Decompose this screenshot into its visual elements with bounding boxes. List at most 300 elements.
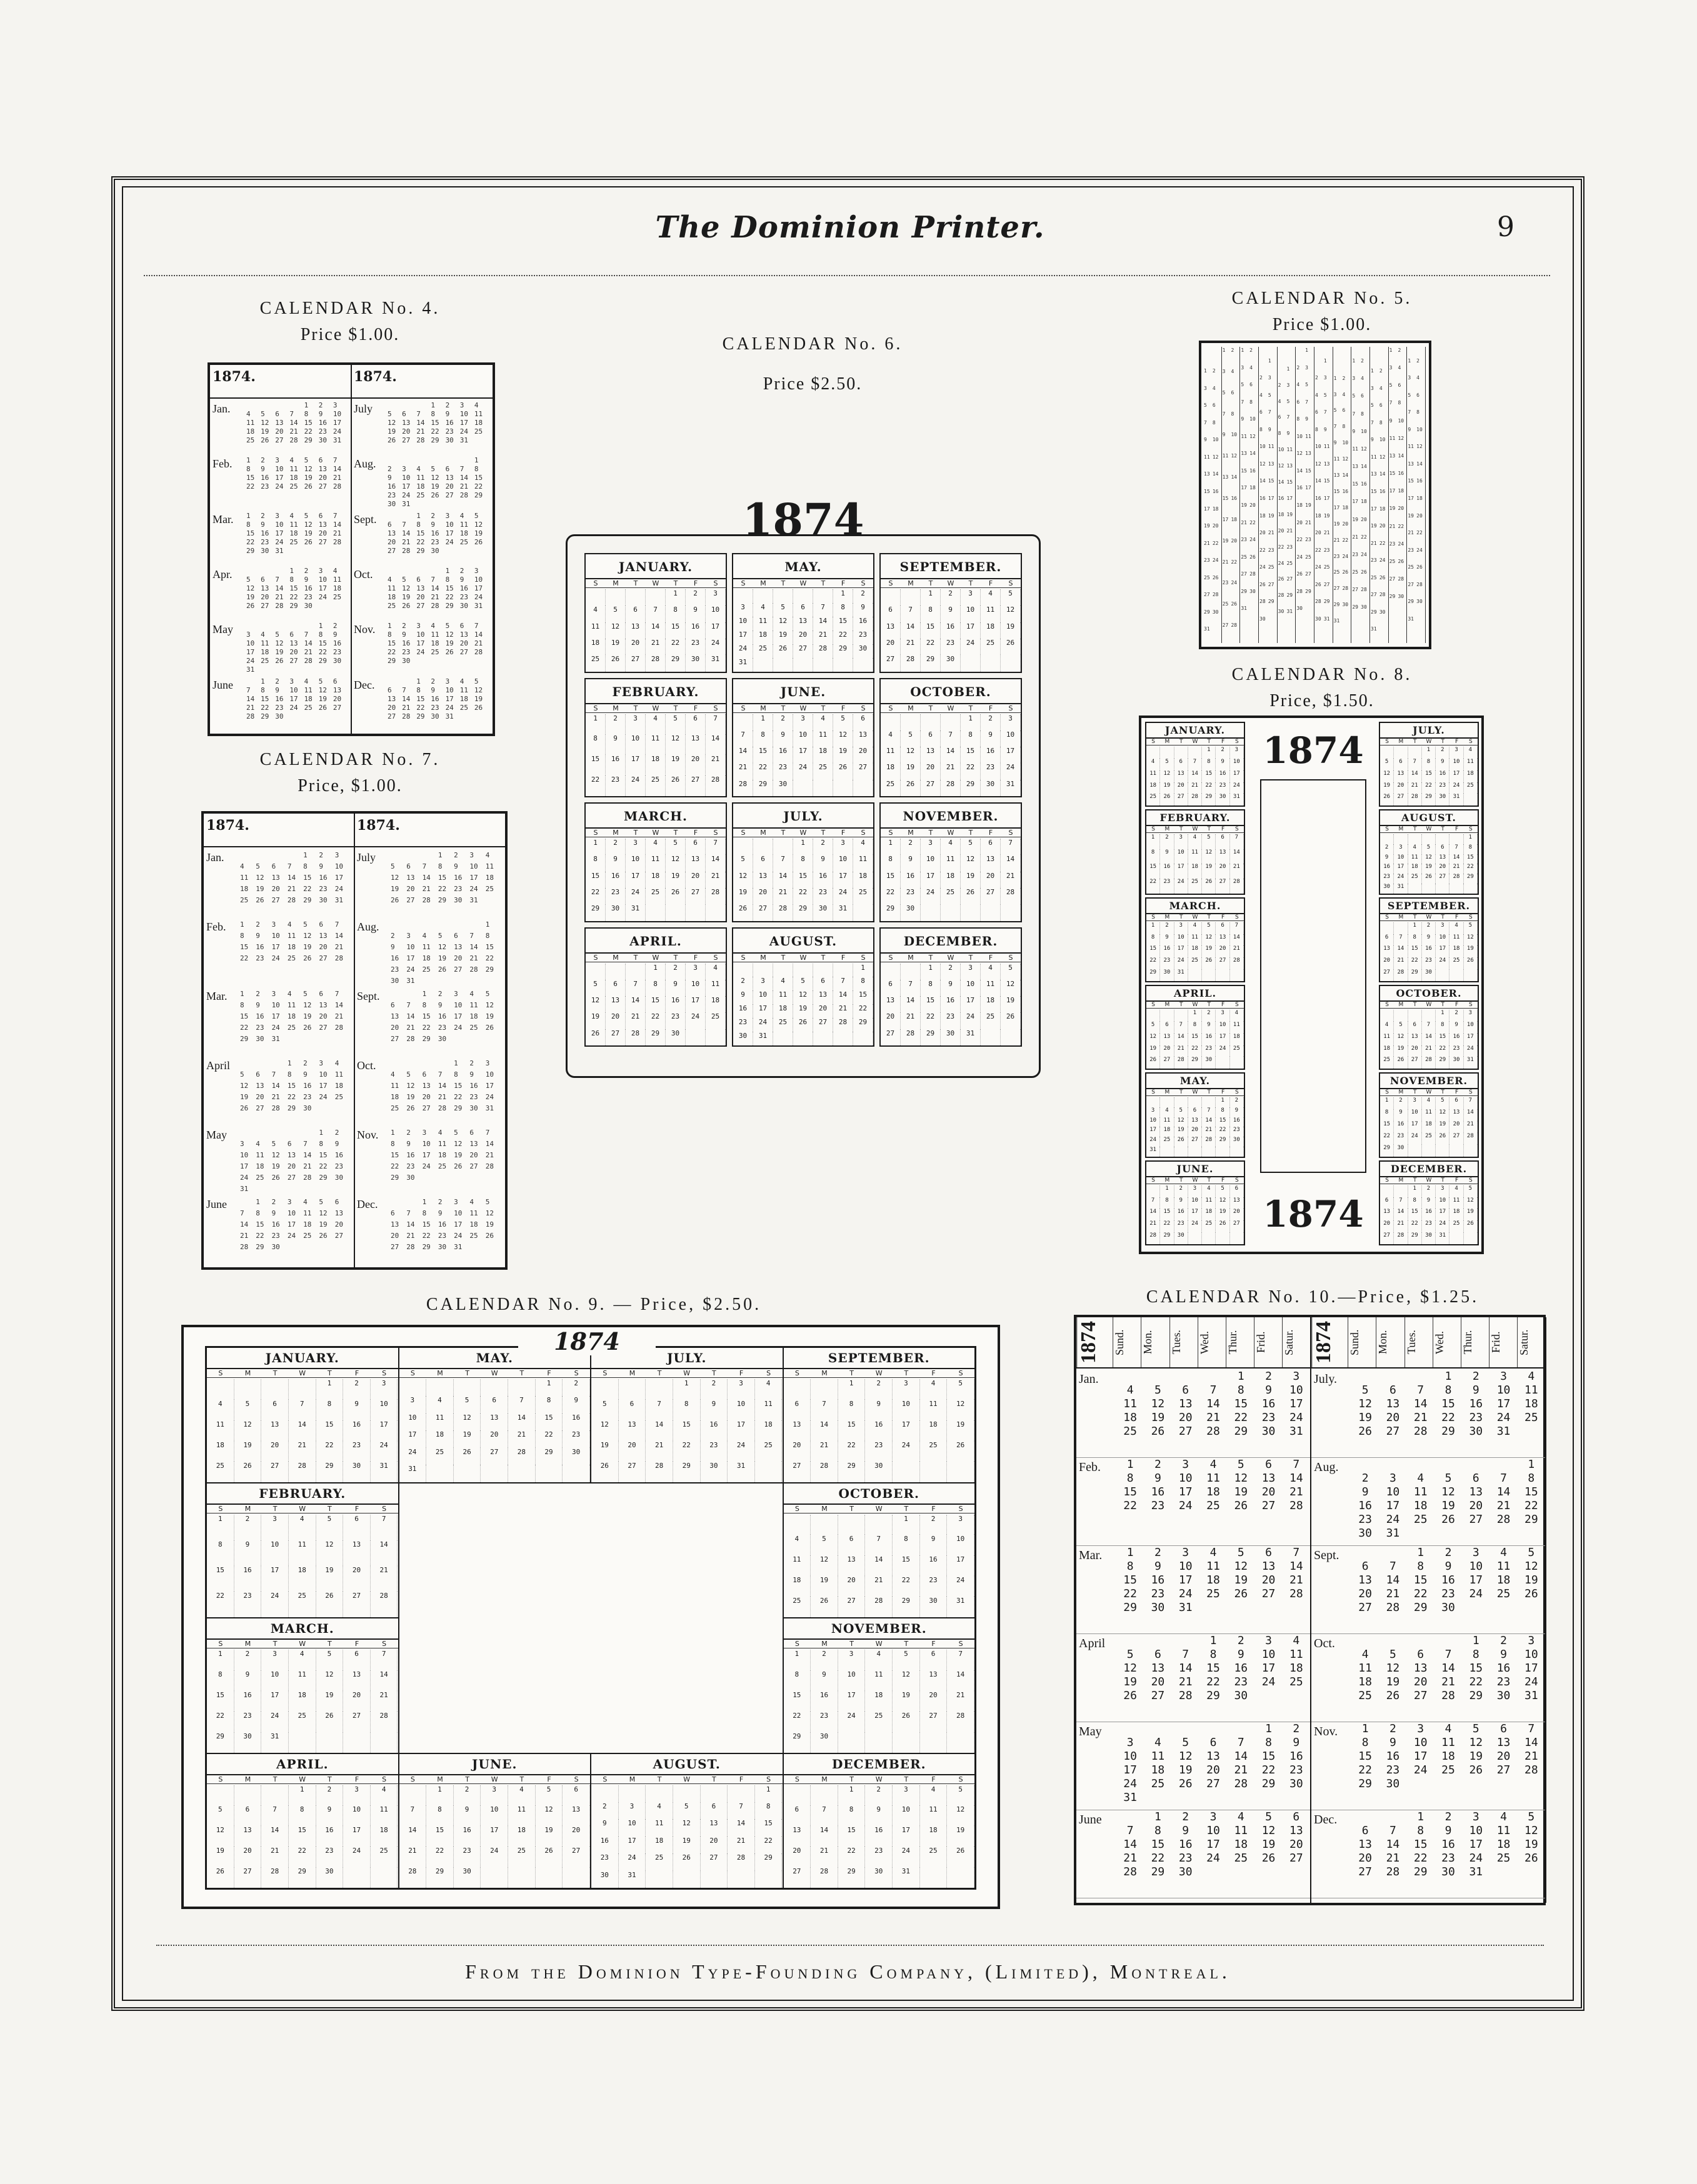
day-number <box>1422 834 1436 844</box>
day-number: 13 <box>838 1555 866 1576</box>
day-number: 31 <box>1333 618 1340 624</box>
day-number: 28 <box>1234 1777 1248 1790</box>
day-number: 9 <box>1422 934 1436 946</box>
day-number <box>881 964 901 980</box>
day-number: 1 <box>1408 357 1411 364</box>
day-number: 6 <box>1212 402 1216 409</box>
day-number: 25 <box>469 1024 478 1032</box>
day-number: 3 <box>1408 1097 1422 1109</box>
day-number: 10 <box>1261 1648 1276 1661</box>
day-number: 7 <box>1323 409 1327 416</box>
calendar-8-month-3 <box>1145 897 1245 982</box>
day-number: 14 <box>275 584 284 592</box>
day-number: 16 <box>303 1082 312 1090</box>
day-number: 16 <box>1315 495 1321 501</box>
day-number: 28 <box>706 775 726 796</box>
day-number: 30 <box>271 1243 280 1251</box>
day-number: 2 <box>343 1379 371 1400</box>
calendar-7-day-grid <box>391 1058 501 1114</box>
day-number: 11 <box>1333 456 1340 462</box>
calendar-6-month-12 <box>879 927 1022 1047</box>
day-number: 20 <box>1358 1587 1372 1600</box>
calendar-10-month-label: Sept. <box>1314 1548 1339 1562</box>
day-number: 8 <box>388 631 392 639</box>
day-number: 25 <box>755 1441 783 1462</box>
day-number: 6 <box>881 980 901 996</box>
day-number: 5 <box>1222 389 1226 396</box>
day-number: 4 <box>287 990 292 998</box>
day-number: 21 <box>901 1012 921 1029</box>
day-number: 12 <box>733 872 753 888</box>
day-number: 20 <box>686 755 706 775</box>
day-number: 21 <box>1202 1127 1216 1137</box>
day-number: 25 <box>289 1712 316 1732</box>
day-number: 19 <box>1151 1411 1165 1424</box>
day-number <box>486 975 501 987</box>
day-number <box>319 666 333 674</box>
weekday-letter: S <box>766 1775 771 1783</box>
day-number: 1 <box>426 1785 454 1806</box>
calendar-10-weekday: Sund. <box>1113 1317 1141 1367</box>
day-number: 31 <box>753 1032 773 1045</box>
day-number: 4 <box>1160 1107 1174 1117</box>
day-number <box>591 1379 619 1400</box>
day-number: 15 <box>1261 1750 1276 1763</box>
day-number: 11 <box>287 932 296 940</box>
day-number: 18 <box>1464 770 1478 782</box>
day-number: 28 <box>334 954 343 962</box>
day-number: 10 <box>833 855 853 871</box>
day-number: 5 <box>1389 1648 1396 1661</box>
weekday-letter: W <box>491 1775 498 1783</box>
day-number: 17 <box>1449 770 1463 782</box>
day-number: 22 <box>1408 1220 1422 1232</box>
day-number: 5 <box>1361 1384 1369 1397</box>
calendar-6-caption <box>688 334 938 394</box>
day-number: 19 <box>1386 1675 1400 1688</box>
day-number: 24 <box>334 885 343 893</box>
day-number: 26 <box>316 1712 344 1732</box>
day-number: 17 <box>1268 495 1274 501</box>
day-number: 4 <box>865 1650 893 1670</box>
day-number: 4 <box>1188 922 1202 934</box>
day-number: 7 <box>508 1396 536 1413</box>
day-number: 9 <box>402 631 406 639</box>
day-number: 16 <box>1358 1499 1372 1512</box>
day-number: 20 <box>1386 1411 1400 1424</box>
day-number: 27 <box>333 703 342 712</box>
weekday-letter: T <box>673 953 678 962</box>
day-number: 10 <box>1174 934 1188 946</box>
day-number <box>438 975 454 987</box>
weekday-letter: S <box>1468 739 1473 745</box>
day-number <box>733 589 753 603</box>
day-number: 24 <box>1178 1499 1193 1512</box>
weekday-letter: M <box>244 1640 251 1648</box>
calendar-10-month-label: Aug. <box>1314 1460 1339 1474</box>
day-number: 28 <box>304 657 313 666</box>
day-number: 6 <box>619 1400 646 1420</box>
day-number: 13 <box>1222 474 1229 481</box>
day-number: 24 <box>1394 874 1408 884</box>
day-number: 27 <box>813 1018 833 1032</box>
day-number: 6 <box>1417 1648 1424 1661</box>
day-number: 6 <box>343 1515 371 1540</box>
day-number: 13 <box>271 874 280 882</box>
day-number: 26 <box>316 1592 344 1617</box>
weekday-letter: F <box>547 1369 551 1377</box>
day-number: 12 <box>1231 453 1238 459</box>
day-number: 14 <box>333 465 342 474</box>
day-grid <box>1380 1096 1478 1156</box>
day-number: 2 <box>813 839 833 855</box>
day-number: 11 <box>1358 1662 1372 1675</box>
day-number <box>423 1058 438 1069</box>
day-number: 20 <box>606 1012 626 1029</box>
day-number: 29 <box>438 896 447 904</box>
day-number: 23 <box>1178 1852 1193 1865</box>
day-number: 24 <box>485 1093 494 1101</box>
day-number: 13 <box>920 1670 948 1691</box>
day-number: 27 <box>1178 1425 1193 1438</box>
day-number <box>486 1034 501 1045</box>
day-number: 14 <box>1249 451 1256 457</box>
day-number: 23 <box>1323 547 1330 553</box>
day-number: 2 <box>303 1059 308 1067</box>
weekday-letter: F <box>1221 914 1225 920</box>
day-number: 21 <box>1230 945 1244 957</box>
day-number: 11 <box>646 734 666 755</box>
day-number: 26 <box>1358 1425 1372 1438</box>
day-number: 3 <box>319 1059 324 1067</box>
day-number: 30 <box>469 1104 478 1112</box>
day-number: 2 <box>261 456 265 465</box>
day-number: 12 <box>947 1805 974 1826</box>
day-number: 19 <box>1234 1573 1248 1587</box>
day-number: 21 <box>1305 519 1311 526</box>
day-number: 28 <box>406 1035 415 1043</box>
day-number: 20 <box>1296 519 1303 526</box>
day-number <box>402 677 416 686</box>
weekday-letter: T <box>1207 914 1211 920</box>
day-number: 27 <box>1204 592 1210 598</box>
day-number: 8 <box>445 576 450 584</box>
day-number: 21 <box>1371 540 1377 546</box>
day-number: 10 <box>416 631 425 639</box>
day-number: 14 <box>334 1001 343 1009</box>
day-number: 9 <box>261 465 265 474</box>
day-number: 3 <box>1182 1546 1189 1559</box>
day-number: 4 <box>391 1070 395 1079</box>
day-number: 7 <box>646 1400 673 1420</box>
day-number: 2 <box>271 1198 276 1206</box>
day-number: 12 <box>1380 770 1394 782</box>
day-number <box>1464 1232 1478 1244</box>
day-number: 1 <box>753 714 773 730</box>
month-name: JUNE. <box>733 679 873 704</box>
day-number: 1 <box>1188 1010 1202 1022</box>
weekday-header <box>1146 914 1244 921</box>
day-number: 20 <box>1261 1485 1276 1498</box>
day-number: 25 <box>1352 569 1358 576</box>
day-number: 22 <box>921 639 941 655</box>
day-number: 7 <box>941 730 961 747</box>
day-number: 20 <box>1278 527 1284 534</box>
day-number <box>586 964 606 980</box>
weekday-letter: S <box>574 1775 579 1783</box>
day-number: 24 <box>1496 1411 1511 1424</box>
day-number: 24 <box>733 644 753 658</box>
day-number: 29 <box>1358 1777 1372 1790</box>
day-number: 7 <box>1241 399 1244 405</box>
day-number <box>1199 1601 1227 1615</box>
day-number: 15 <box>833 617 853 631</box>
day-number: 18 <box>391 1093 399 1101</box>
day-number: 13 <box>784 1826 811 1847</box>
day-number: 19 <box>1469 1750 1483 1763</box>
day-number: 11 <box>773 990 793 1004</box>
day-number: 7 <box>811 1805 838 1826</box>
day-number <box>416 401 431 410</box>
day-number: 15 <box>1413 1838 1428 1851</box>
day-number: 26 <box>485 1024 494 1032</box>
calendar-4-month-label: July <box>354 402 373 415</box>
day-number: 3 <box>1417 1722 1424 1735</box>
day-number: 9 <box>1305 416 1308 422</box>
day-number: 1 <box>289 567 294 575</box>
day-number: 12 <box>388 419 396 427</box>
day-number: 24 <box>422 1162 431 1170</box>
day-grid <box>1146 745 1244 805</box>
day-number: 2 <box>1449 1010 1463 1022</box>
day-number: 9 <box>1422 1197 1436 1209</box>
day-number <box>833 964 853 977</box>
day-number: 5 <box>1305 382 1308 388</box>
day-number: 13 <box>445 474 454 482</box>
day-number <box>1283 1689 1310 1703</box>
day-number: 12 <box>811 1555 838 1576</box>
day-number: 21 <box>431 593 439 601</box>
day-number <box>1259 357 1268 375</box>
day-grid <box>586 588 726 672</box>
month-name: APRIL. <box>1146 986 1244 1002</box>
weekday-letter: W <box>652 579 659 587</box>
day-number: 24 <box>961 639 981 655</box>
month-name: MAY. <box>1146 1074 1244 1089</box>
day-number: 20 <box>813 1004 833 1018</box>
day-number: 9 <box>1436 759 1449 770</box>
day-number: 27 <box>1261 1587 1276 1600</box>
day-number: 18 <box>289 474 298 482</box>
day-number: 8 <box>1237 1384 1244 1397</box>
day-number: 4 <box>1212 385 1216 391</box>
day-number <box>833 1032 853 1045</box>
day-number: 17 <box>1352 499 1358 505</box>
weekday-letter: S <box>766 1369 771 1377</box>
day-number <box>272 850 288 861</box>
day-number: 5 <box>316 1650 344 1670</box>
day-number: 20 <box>1259 530 1266 536</box>
day-number <box>1001 655 1021 671</box>
day-number <box>838 1732 866 1753</box>
weekday-letter: S <box>794 1775 799 1783</box>
day-number: 9 <box>1449 1022 1463 1034</box>
day-number <box>753 589 773 603</box>
day-number: 5 <box>304 456 309 465</box>
day-number: 24 <box>1231 580 1238 586</box>
day-number: 30 <box>1212 609 1219 615</box>
day-number: 25 <box>240 896 249 904</box>
month-name: NOVEMBER. <box>1380 1074 1478 1089</box>
weekday-letter: W <box>1426 1089 1432 1096</box>
day-number: 5 <box>318 677 323 686</box>
weekday-letter: F <box>931 1775 936 1783</box>
day-number: 22 <box>240 1024 249 1032</box>
day-grid <box>586 962 726 1046</box>
day-number: 19 <box>1146 1045 1160 1057</box>
day-number: 12 <box>438 943 447 951</box>
weekday-letter: S <box>1151 739 1155 745</box>
day-number: 27 <box>1371 592 1377 598</box>
weekday-letter: S <box>713 953 718 962</box>
day-number <box>706 904 726 920</box>
day-number: 1 <box>1422 747 1436 759</box>
day-number <box>893 1462 920 1482</box>
day-number: 7 <box>1174 1022 1188 1034</box>
weekday-letter: M <box>1398 1177 1404 1184</box>
day-number: 18 <box>1358 1675 1372 1688</box>
day-number: 18 <box>755 1420 783 1441</box>
day-number: 2 <box>865 1379 893 1400</box>
day-number: 13 <box>1389 452 1396 459</box>
weekday-header <box>207 1369 398 1378</box>
day-number: 2 <box>1315 375 1318 381</box>
day-number: 4 <box>246 410 251 418</box>
day-number: 17 <box>271 943 280 951</box>
day-number: 23 <box>1268 547 1274 553</box>
day-number: 30 <box>1398 594 1404 600</box>
day-number: 12 <box>1234 1472 1248 1485</box>
day-number <box>1407 1777 1434 1791</box>
day-number: 22 <box>1202 782 1216 794</box>
day-number: 24 <box>921 888 941 904</box>
weekday-letter: F <box>693 829 698 837</box>
day-number: 21 <box>811 1441 838 1462</box>
day-number: 4 <box>1146 759 1160 770</box>
weekday-letter: S <box>741 953 746 962</box>
day-number: 1 <box>586 839 606 855</box>
day-number <box>1230 1147 1244 1157</box>
day-number: 25 <box>333 593 342 601</box>
day-number: 24 <box>893 1441 920 1462</box>
weekday-letter: M <box>821 1504 828 1513</box>
day-number: 10 <box>706 606 726 622</box>
day-number: 17 <box>1174 945 1188 957</box>
month-name: FEBRUARY. <box>586 679 726 704</box>
day-number: 2 <box>1216 747 1229 759</box>
day-number: 17 <box>287 1220 296 1229</box>
day-number: 20 <box>784 1441 811 1462</box>
day-number: 9 <box>941 606 961 622</box>
day-number: 19 <box>406 1093 415 1101</box>
day-grid <box>1146 1184 1244 1244</box>
day-number: 5 <box>1237 1546 1244 1559</box>
day-number: 23 <box>1160 957 1174 969</box>
day-number: 19 <box>303 1012 312 1020</box>
day-number: 5 <box>733 855 753 871</box>
day-grid <box>733 713 873 797</box>
day-number: 19 <box>1464 1209 1478 1220</box>
day-number: 7 <box>469 932 474 940</box>
day-number: 21 <box>773 888 793 904</box>
day-number <box>288 1184 303 1195</box>
day-number: 30 <box>343 1462 371 1482</box>
day-number: 27 <box>1323 581 1330 587</box>
day-number: 30 <box>431 546 439 555</box>
day-number: 13 <box>1216 934 1229 946</box>
day-number: 6 <box>1265 1458 1272 1471</box>
weekday-letter: M <box>821 1775 828 1783</box>
weekday-letter: W <box>947 829 954 837</box>
weekday-letter: W <box>299 1640 306 1648</box>
day-number: 23 <box>1352 551 1358 557</box>
day-number: 28 <box>1342 586 1349 592</box>
day-number: 25 <box>261 657 269 666</box>
day-number: 23 <box>1151 1587 1165 1600</box>
calendar-10-day-grid <box>1351 1458 1545 1540</box>
day-number: 5 <box>275 631 279 639</box>
day-number: 6 <box>981 839 1001 855</box>
day-number: 10 <box>261 1670 289 1691</box>
day-number: 29 <box>921 1029 941 1045</box>
day-number: 9 <box>733 990 753 1004</box>
weekday-letter: W <box>652 953 659 962</box>
day-number: 6 <box>1154 1648 1161 1661</box>
day-number: 26 <box>1469 1763 1483 1777</box>
day-number: 25 <box>1146 794 1160 805</box>
weekday-letter: W <box>1426 1177 1432 1184</box>
weekday-letter: S <box>794 1369 799 1377</box>
day-number: 17 <box>1230 770 1244 782</box>
day-number: 16 <box>402 639 411 648</box>
day-number: 16 <box>454 1826 481 1847</box>
day-number: 13 <box>1358 1838 1372 1851</box>
day-number: 8 <box>256 1209 260 1217</box>
weekday-letter: W <box>875 1369 883 1377</box>
day-number: 12 <box>666 855 686 871</box>
day-number: 26 <box>1380 794 1394 805</box>
day-number: 10 <box>445 686 454 694</box>
month-name: JULY. <box>1380 723 1478 739</box>
day-number: 6 <box>853 714 873 730</box>
day-number: 15 <box>1389 471 1396 477</box>
day-number: 3 <box>1389 1472 1396 1485</box>
day-number: 16 <box>438 1220 447 1229</box>
day-number: 22 <box>256 1232 264 1240</box>
day-number: 23 <box>865 1441 893 1462</box>
day-number: 13 <box>793 617 813 631</box>
day-number: 28 <box>1315 599 1321 605</box>
day-number <box>1254 1865 1282 1879</box>
day-number: 4 <box>1528 1370 1535 1383</box>
day-number: 1 <box>261 677 265 686</box>
day-number: 14 <box>706 855 726 871</box>
day-number: 11 <box>474 410 483 418</box>
day-number: 24 <box>1174 957 1188 969</box>
calendar-4-month-label: Aug. <box>354 457 376 471</box>
day-number <box>256 850 271 861</box>
day-number: 22 <box>1315 547 1321 553</box>
